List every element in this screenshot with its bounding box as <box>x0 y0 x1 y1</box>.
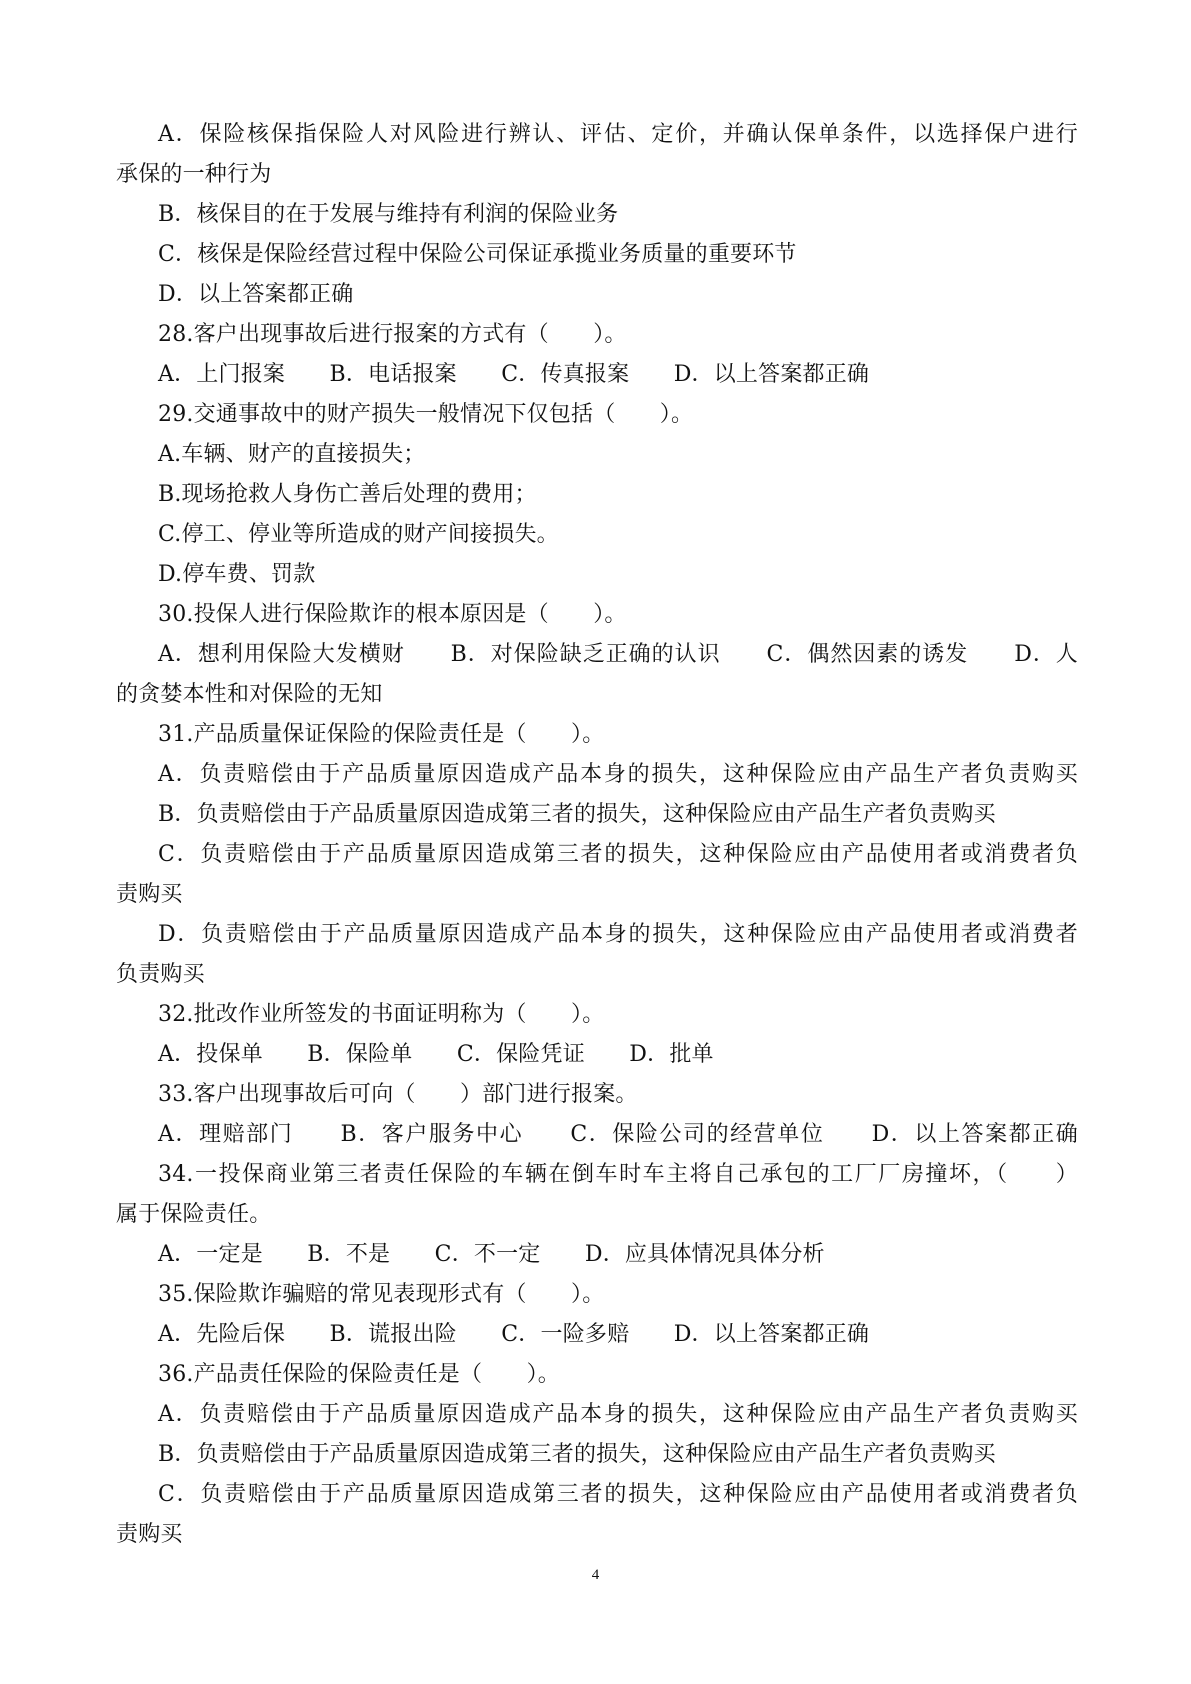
text-line: A．想利用保险大发横财 B．对保险缺乏正确的认识 C．偶然因素的诱发 D．人 <box>158 642 1078 667</box>
text-line: C．负责赔偿由于产品质量原因造成第三者的损失，这种保险应由产品使用者或消费者负 <box>158 842 1078 867</box>
text-line: D．负责赔偿由于产品质量原因造成产品本身的损失，这种保险应由产品使用者或消费者 <box>158 922 1078 947</box>
text-line: A．先险后保 B．谎报出险 C．一险多赔 D．以上答案都正确 <box>158 1322 870 1347</box>
text-line: 责购买 <box>116 882 183 907</box>
text-line: B．核保目的在于发展与维持有利润的保险业务 <box>158 202 619 227</box>
text-line: C.停工、停业等所造成的财产间接损失。 <box>158 522 559 547</box>
text-line: A．一定是 B．不是 C．不一定 D．应具体情况具体分析 <box>158 1242 825 1267</box>
text-line: 34.一投保商业第三者责任保险的车辆在倒车时车主将自己承包的工厂厂房撞坏，（ ） <box>158 1162 1078 1187</box>
text-line: A．理赔部门 B．客户服务中心 C．保险公司的经营单位 D．以上答案都正确 <box>158 1122 1078 1147</box>
text-line: B．负责赔偿由于产品质量原因造成第三者的损失，这种保险应由产品生产者负责购买 <box>158 802 996 827</box>
text-line: 责购买 <box>116 1522 183 1547</box>
text-line: B．负责赔偿由于产品质量原因造成第三者的损失，这种保险应由产品生产者负责购买 <box>158 1442 996 1467</box>
text-line: 负责购买 <box>116 962 205 987</box>
text-line: 32.批改作业所签发的书面证明称为（ ）。 <box>158 1002 605 1027</box>
text-line: A．负责赔偿由于产品质量原因造成产品本身的损失，这种保险应由产品生产者负责购买 <box>158 762 1078 787</box>
text-line: 31.产品质量保证保险的保险责任是（ ）。 <box>158 722 605 747</box>
text-line: D．以上答案都正确 <box>158 282 354 307</box>
text-line: 的贪婪本性和对保险的无知 <box>116 682 383 707</box>
text-line: 29.交通事故中的财产损失一般情况下仅包括（ ）。 <box>158 402 694 427</box>
text-line: 承保的一种行为 <box>116 162 272 187</box>
text-line: A.车辆、财产的直接损失； <box>158 442 426 467</box>
text-line: A．保险核保指保险人对风险进行辨认、评估、定价，并确认保单条件，以选择保户进行 <box>158 122 1078 147</box>
text-line: A．投保单 B．保险单 C．保险凭证 D．批单 <box>158 1042 714 1067</box>
text-line: 30.投保人进行保险欺诈的根本原因是（ ）。 <box>158 602 627 627</box>
text-line: 属于保险责任。 <box>116 1202 272 1227</box>
text-line: A．上门报案 B．电话报案 C．传真报案 D．以上答案都正确 <box>158 362 870 387</box>
page-number: 4 <box>591 1567 600 1583</box>
text-line: A．负责赔偿由于产品质量原因造成产品本身的损失，这种保险应由产品生产者负责购买 <box>158 1402 1078 1427</box>
text-line: 36.产品责任保险的保险责任是（ ）。 <box>158 1362 560 1387</box>
document-body <box>116 115 1078 1555</box>
text-line: D.停车费、罚款 <box>158 562 316 587</box>
text-line: C．核保是保险经营过程中保险公司保证承揽业务质量的重要环节 <box>158 242 797 267</box>
text-line: 28.客户出现事故后进行报案的方式有（ ）。 <box>158 322 627 347</box>
text-line: 33.客户出现事故后可向（ ）部门进行报案。 <box>158 1082 638 1107</box>
text-line: B.现场抢救人身伤亡善后处理的费用； <box>158 482 537 507</box>
text-line: C．负责赔偿由于产品质量原因造成第三者的损失，这种保险应由产品使用者或消费者负 <box>158 1482 1078 1507</box>
text-line: 35.保险欺诈骗赔的常见表现形式有（ ）。 <box>158 1282 605 1307</box>
